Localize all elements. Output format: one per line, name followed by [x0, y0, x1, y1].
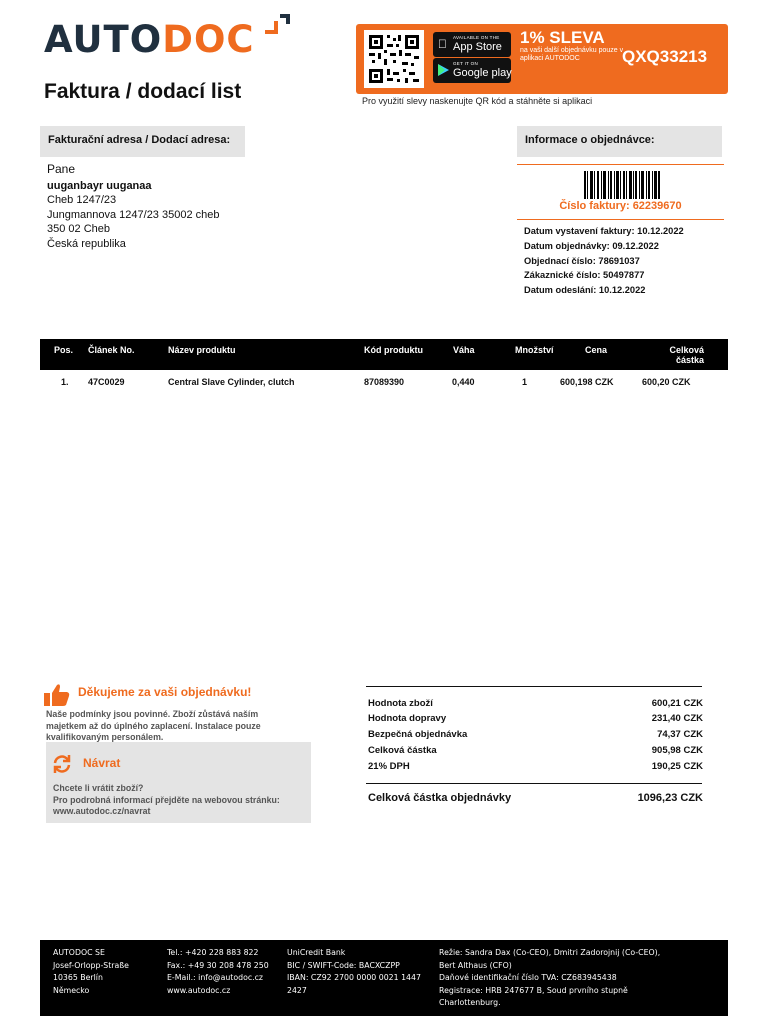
address-line: 350 02 Cheb: [47, 223, 110, 236]
footer-line: AUTODOC SE: [53, 948, 105, 957]
total-label: Celková částka: [368, 745, 437, 756]
total-row-safe-order: [368, 729, 703, 740]
google-play-icon: [438, 64, 449, 76]
col-quantity: Množství: [515, 345, 554, 355]
order-info-heading: Informace o objednávce:: [517, 126, 722, 157]
total-label: Bezpečná objednávka: [368, 729, 468, 740]
cell-weight: 0,440: [452, 377, 475, 387]
total-row-sum: [368, 745, 703, 756]
cell-quantity: 1: [522, 377, 528, 387]
thanks-title: Děkujeme za vaši objednávku!: [78, 685, 252, 699]
info-row-issue-date: Datum vystavení faktury: 10.12.2022: [524, 226, 684, 236]
footer-line: Bert Althaus (CFO): [439, 960, 512, 970]
footer-line: Charlottenburg.: [439, 998, 501, 1007]
total-value: 74,37 CZK: [657, 729, 703, 740]
cell-product-code: 87089390: [364, 377, 405, 387]
google-play-badge[interactable]: [433, 58, 511, 83]
footer-line: 2427: [287, 985, 307, 995]
total-label: 21% DPH: [368, 761, 410, 772]
col-product-name: Název produktu: [168, 345, 236, 355]
total-row-shipping: [368, 713, 703, 724]
total-label: Hodnota dopravy: [368, 713, 447, 724]
promo-subtext: na vaši další objednávku pouze v aplikaci AUTODOC: [520, 47, 624, 62]
footer-line: 10365 Berlín: [53, 973, 103, 982]
footer-contact: [167, 947, 269, 997]
divider: [517, 219, 724, 220]
total-value: 905,98 CZK: [651, 745, 703, 756]
footer-line: Tel.: +420 228 883 822: [167, 948, 259, 957]
divider: [366, 783, 702, 784]
app-store-label: App Store: [453, 41, 502, 53]
return-line: Pro podrobná informací přejděte na webovou stránku:: [53, 794, 280, 805]
info-row-ship-date: Datum odeslání: 10.12.2022: [524, 285, 646, 295]
promo-note: Pro využití slevy naskenujte QR kód a stáhněte si aplikaci: [362, 96, 593, 106]
total-row-goods: [368, 698, 703, 709]
invoice-number: Číslo faktury: 62239670: [559, 200, 682, 212]
grand-total-value: 1096,23 CZK: [637, 792, 703, 804]
app-store-small-label: AVAILABLE ON THE: [453, 35, 500, 40]
address-line: Česká republika: [47, 237, 126, 250]
total-value: 600,21 CZK: [651, 698, 703, 709]
grand-total-label: Celková částka objednávky: [368, 792, 512, 804]
total-label: Hodnota zboží: [368, 698, 433, 709]
footer-line: BIC / SWIFT-Code: BACXCZPP: [287, 960, 400, 970]
info-row-customer-number: Zákaznické číslo: 50497877: [524, 270, 645, 280]
logo-arrow-icon: [262, 12, 292, 42]
footer-line: Registrace: HRB 247677 B, Soud prvního stupně: [439, 985, 628, 995]
address-line: Jungmannova 1247/23 35002 cheb: [47, 208, 220, 221]
footer-email-link[interactable]: E-Mail.: info@autodoc.cz: [167, 973, 263, 982]
footer-bank: [287, 947, 421, 997]
return-link[interactable]: www.autodoc.cz/navrat: [53, 806, 151, 817]
cell-price: 600,198 CZK: [560, 377, 614, 387]
footer-line: Německo: [53, 985, 90, 995]
items-table-header: [40, 339, 728, 370]
return-line: Chcete li vrátit zboží?: [53, 783, 144, 793]
salutation: Pane: [47, 162, 76, 176]
return-text: [53, 783, 308, 818]
col-pos: Pos.: [54, 345, 74, 355]
barcode-icon: [584, 171, 660, 199]
footer-line: UniCredit Bank: [287, 948, 346, 957]
promo-headline: 1% SLEVA: [520, 28, 605, 47]
divider: [517, 164, 724, 165]
thumbs-up-icon: [44, 683, 70, 707]
footer-line: Režie: Sandra Dax (Co-CEO), Dmitri Zadorojnij (Co-CEO),: [439, 948, 661, 957]
info-row-order-date: Datum objednávky: 09.12.2022: [524, 241, 659, 251]
divider: [366, 686, 702, 687]
col-product-code: Kód produktu: [364, 345, 423, 355]
cell-total: 600,20 CZK: [642, 377, 691, 387]
total-row-vat: [368, 761, 703, 772]
col-article: Článek No.: [88, 345, 135, 355]
logo-text-b: DOC: [162, 18, 255, 61]
customer-name: uuganbayr uuganaa: [47, 179, 152, 192]
cell-article: 47C0029: [88, 377, 125, 387]
app-store-badge[interactable]: [433, 32, 511, 57]
apple-icon: [438, 37, 447, 51]
logo-text-a: AUTO: [44, 18, 163, 61]
google-play-label: Google play: [453, 67, 512, 79]
google-play-small-label: GET IT ON: [453, 61, 479, 66]
autodoc-logo: [44, 20, 255, 60]
return-title: Návrat: [83, 756, 121, 770]
cell-pos: 1.: [61, 377, 69, 387]
col-total: Celková částka: [669, 345, 704, 365]
footer-company: [53, 947, 129, 997]
grand-total-row: [368, 792, 703, 804]
terms-text: Naše podmínky jsou povinné. Zboží zůstává naším majetkem až do úplného zaplacení. Instalace pouze kvalifikovaným personálem.: [46, 709, 261, 742]
qr-code-icon: [364, 30, 424, 88]
footer-website-link[interactable]: www.autodoc.cz: [167, 985, 231, 995]
footer-line: Josef-Orlopp-Straße: [53, 960, 129, 970]
total-value: 231,40 CZK: [651, 713, 703, 724]
col-price: Cena: [585, 345, 608, 355]
col-weight: Váha: [453, 345, 475, 355]
return-refresh-icon: [52, 754, 72, 774]
billing-heading: Fakturační adresa / Dodací adresa:: [40, 126, 245, 157]
footer-line: Daňové identifikační číslo TVA: CZ683945438: [439, 973, 617, 982]
info-row-order-number: Objednací číslo: 78691037: [524, 256, 640, 266]
cell-product-name: Central Slave Cylinder, clutch: [168, 377, 295, 387]
total-value: 190,25 CZK: [651, 761, 703, 772]
promo-code: QXQ33213: [622, 47, 708, 66]
billing-address: [47, 162, 219, 252]
footer-line: Fax.: +49 30 208 478 250: [167, 960, 269, 970]
address-line: Cheb 1247/23: [47, 194, 117, 207]
footer-line: IBAN: CZ92 2700 0000 0021 1447: [287, 973, 421, 982]
footer-legal: [439, 947, 660, 1010]
page-title: Faktura / dodací list: [44, 80, 242, 103]
